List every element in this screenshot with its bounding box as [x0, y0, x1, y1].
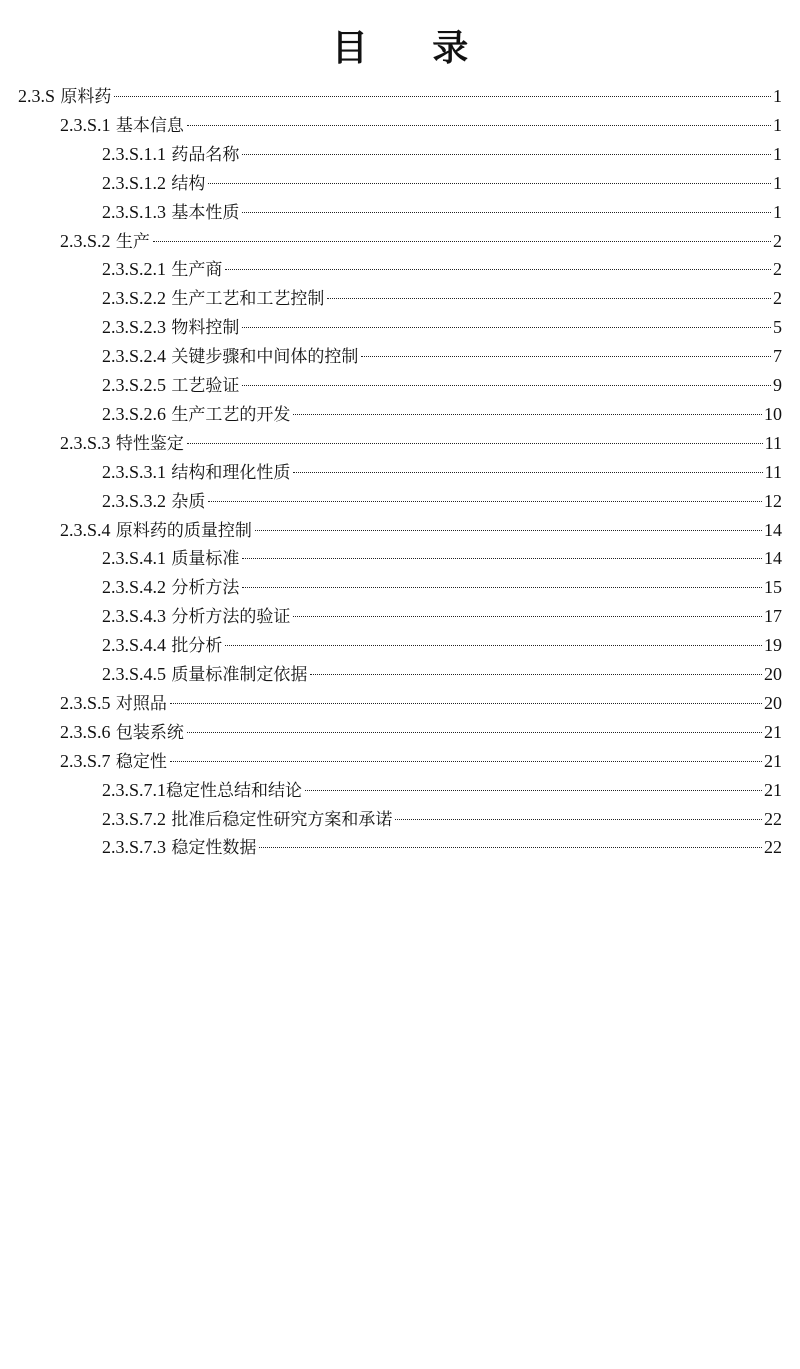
toc-entry-label	[102, 140, 239, 169]
toc-entry[interactable]	[102, 544, 782, 572]
toc-entry[interactable]	[60, 718, 782, 746]
toc-section-number: 2.3.S.3	[60, 432, 111, 453]
dot-leader	[293, 472, 762, 473]
toc-entry[interactable]	[102, 458, 782, 486]
toc-section-number: 2.3.S.3.2	[102, 490, 167, 511]
toc-page-number: 9	[773, 375, 782, 395]
toc-entry-label	[18, 82, 111, 111]
toc-entry-label	[102, 169, 205, 198]
toc-page-number: 5	[773, 317, 782, 338]
dot-leader	[208, 501, 762, 502]
toc-section-number: 2.3.S.7	[60, 750, 111, 771]
dot-leader	[242, 154, 771, 155]
toc-section-number: 2.3.S.7.2	[102, 808, 167, 829]
dot-leader	[187, 125, 771, 126]
toc-page-number: 2	[773, 230, 782, 251]
toc-section-title: 批准后稳定性研究方案和承诺	[171, 809, 393, 830]
toc-section-number: 2.3.S.2.4	[102, 346, 167, 367]
dot-leader	[310, 674, 762, 675]
toc-entry[interactable]	[102, 371, 782, 399]
toc-section-title: 稳定性总结和结论	[166, 780, 303, 801]
toc-page-number: 22	[764, 837, 782, 858]
toc-section-title: 基本信息	[115, 115, 184, 136]
toc-section-title: 分析方法的验证	[171, 607, 291, 628]
toc-entry-label	[60, 429, 184, 458]
toc-section-title: 质量标准制定依据	[171, 665, 308, 685]
toc-section-title: 药品名称	[171, 144, 240, 165]
toc-entry-label	[60, 516, 252, 545]
toc-section-number: 2.3.S.1.1	[102, 143, 167, 164]
toc-entry-label	[102, 458, 290, 487]
toc-section-number: 2.3.S.2.3	[102, 317, 167, 338]
toc-entry[interactable]	[102, 400, 782, 428]
toc-entry[interactable]	[60, 747, 782, 775]
toc-page-number: 1	[773, 114, 782, 135]
toc-section-title: 稳定性	[115, 751, 167, 772]
toc-section-number: 2.3.S.5	[60, 692, 111, 713]
toc-section-number: 2.3.S.6	[60, 721, 111, 742]
toc-page-number: 15	[764, 577, 782, 598]
toc-entry-label	[60, 747, 167, 776]
toc-entry-label	[102, 660, 307, 689]
dot-leader	[187, 443, 763, 444]
toc-page-number: 1	[773, 143, 782, 164]
toc-entry[interactable]	[60, 689, 782, 717]
toc-page-number: 22	[764, 808, 782, 829]
toc-entry[interactable]	[60, 516, 782, 544]
toc-section-title: 工艺验证	[171, 376, 240, 396]
toc-entry-label	[102, 602, 290, 631]
toc-section-number: 2.3.S.2.6	[102, 403, 167, 424]
toc-entry-label	[102, 544, 239, 573]
toc-page-number: 14	[764, 519, 782, 540]
dot-leader	[327, 298, 771, 299]
toc-entry-label	[60, 111, 184, 140]
dot-leader	[242, 587, 762, 588]
toc-page-number: 1	[773, 172, 782, 193]
toc-entry[interactable]	[60, 227, 782, 255]
toc-page-number: 10	[764, 403, 782, 424]
toc-entry-label	[102, 487, 205, 516]
toc-section-number: 2.3.S.4.4	[102, 635, 167, 656]
dot-leader	[293, 414, 762, 415]
toc-entry-label	[102, 400, 290, 429]
toc-entry-label	[60, 227, 150, 256]
toc-entry[interactable]	[60, 429, 782, 457]
toc-page-number: 21	[764, 750, 782, 771]
toc-page-number: 7	[773, 346, 782, 367]
toc-entry[interactable]	[102, 140, 782, 168]
toc-entry[interactable]	[102, 284, 782, 312]
dot-leader	[242, 558, 762, 559]
toc-page-number: 2	[773, 259, 782, 280]
toc-entry[interactable]	[102, 602, 782, 630]
toc-page-number: 17	[764, 606, 782, 627]
toc-section-number: 2.3.S.7.1	[102, 779, 167, 800]
dot-leader	[225, 645, 762, 646]
toc-section-number: 2.3.S.4.5	[102, 664, 167, 684]
toc-section-number: 2.3.S.4	[60, 519, 111, 540]
toc-section-title: 特性鉴定	[115, 433, 184, 454]
dot-leader	[395, 819, 762, 820]
toc-section-number: 2.3.S.4.3	[102, 606, 167, 627]
toc-entry[interactable]	[102, 487, 782, 515]
toc-section-title: 包装系统	[115, 722, 184, 743]
toc-page-number: 11	[764, 432, 782, 453]
toc-section-number: 2.3.S.7.3	[102, 837, 167, 858]
dot-leader	[361, 356, 771, 357]
toc-section-number: 2.3.S.4.2	[102, 577, 167, 598]
toc-section-number: 2.3.S.4.1	[102, 548, 167, 569]
dot-leader	[225, 269, 771, 270]
toc-entry-label	[102, 313, 239, 342]
dot-leader	[187, 732, 762, 733]
toc-page-number: 1	[773, 86, 782, 106]
toc-entry-label	[60, 718, 184, 747]
toc-entry[interactable]	[18, 82, 782, 110]
toc-page-number: 1	[773, 201, 782, 222]
toc-section-title: 结构	[171, 173, 206, 194]
toc-section-number: 2.3.S.1.2	[102, 172, 167, 193]
toc-section-number: 2.3.S	[18, 86, 56, 106]
toc-section-number: 2.3.S.2.1	[102, 259, 167, 280]
toc-section-title: 结构和理化性质	[171, 462, 291, 483]
toc-entry-label	[102, 776, 302, 805]
toc-entry[interactable]	[102, 169, 782, 197]
toc-section-title: 关键步骤和中间体的控制	[171, 347, 359, 368]
dot-leader	[170, 761, 762, 762]
dot-leader	[170, 703, 762, 704]
toc-entry[interactable]	[102, 833, 782, 861]
toc-entry[interactable]	[60, 111, 782, 139]
toc-section-title: 原料药的质量控制	[115, 520, 252, 541]
dot-leader	[259, 847, 762, 848]
dot-leader	[242, 327, 771, 328]
toc-section-title: 生产工艺的开发	[171, 404, 291, 425]
toc-entry-label	[102, 805, 392, 834]
toc-section-title: 杂质	[171, 491, 206, 512]
toc-section-title: 批分析	[171, 636, 223, 657]
dot-leader	[114, 96, 771, 97]
toc-section-number: 2.3.S.1	[60, 114, 111, 135]
toc-entry-label	[60, 689, 167, 718]
toc-page-number: 19	[764, 635, 782, 656]
toc-entry[interactable]	[102, 342, 782, 370]
toc-entry[interactable]	[102, 631, 782, 659]
toc-page-number: 11	[764, 461, 782, 482]
dot-leader	[305, 790, 762, 791]
toc-entry-label	[102, 284, 324, 313]
toc-section-title: 对照品	[115, 693, 167, 714]
dot-leader	[293, 616, 762, 617]
toc-section-title: 分析方法	[171, 578, 240, 599]
toc-section-title: 物料控制	[171, 318, 240, 339]
toc-section-title: 质量标准	[171, 549, 240, 570]
toc-entry-label	[102, 573, 239, 602]
toc-entry[interactable]	[102, 255, 782, 283]
dot-leader	[242, 212, 771, 213]
toc-entry-label	[102, 255, 222, 284]
toc-page-number: 21	[764, 721, 782, 742]
toc-page-number: 12	[764, 490, 782, 511]
dot-leader	[242, 385, 771, 386]
page-title: 目 录	[331, 27, 495, 69]
toc-entry-label	[102, 631, 222, 660]
toc-entry[interactable]	[102, 313, 782, 341]
toc-entry[interactable]	[102, 198, 782, 226]
toc-entry-label	[102, 198, 239, 227]
toc-entry[interactable]	[102, 776, 782, 804]
toc-section-title: 原料药	[60, 87, 112, 107]
toc-entry[interactable]	[102, 805, 782, 833]
toc-section-number: 2.3.S.1.3	[102, 201, 167, 222]
toc-section-number: 2.3.S.3.1	[102, 461, 167, 482]
toc-page-number: 2	[773, 288, 782, 309]
toc-entry-label	[102, 371, 239, 400]
dot-leader	[153, 241, 771, 242]
toc-entry[interactable]	[102, 660, 782, 688]
dot-leader	[208, 183, 771, 184]
toc-page-number: 20	[764, 664, 782, 684]
dot-leader	[255, 530, 762, 531]
toc-section-title: 生产	[115, 231, 150, 252]
toc-section-title: 稳定性数据	[171, 838, 257, 859]
toc-page-number: 20	[764, 692, 782, 713]
toc-section-title: 生产商	[171, 260, 223, 281]
toc-section-title: 基本性质	[171, 202, 240, 223]
toc-section-number: 2.3.S.2	[60, 230, 111, 251]
toc-section-number: 2.3.S.2.2	[102, 288, 167, 309]
toc-page-number: 14	[764, 548, 782, 569]
toc-section-title: 生产工艺和工艺控制	[171, 289, 325, 310]
toc-section-number: 2.3.S.2.5	[102, 375, 167, 395]
toc-page-number: 21	[764, 779, 782, 800]
toc-entry[interactable]	[102, 573, 782, 601]
toc-entry-label	[102, 833, 256, 862]
toc-entry-label	[102, 342, 358, 371]
